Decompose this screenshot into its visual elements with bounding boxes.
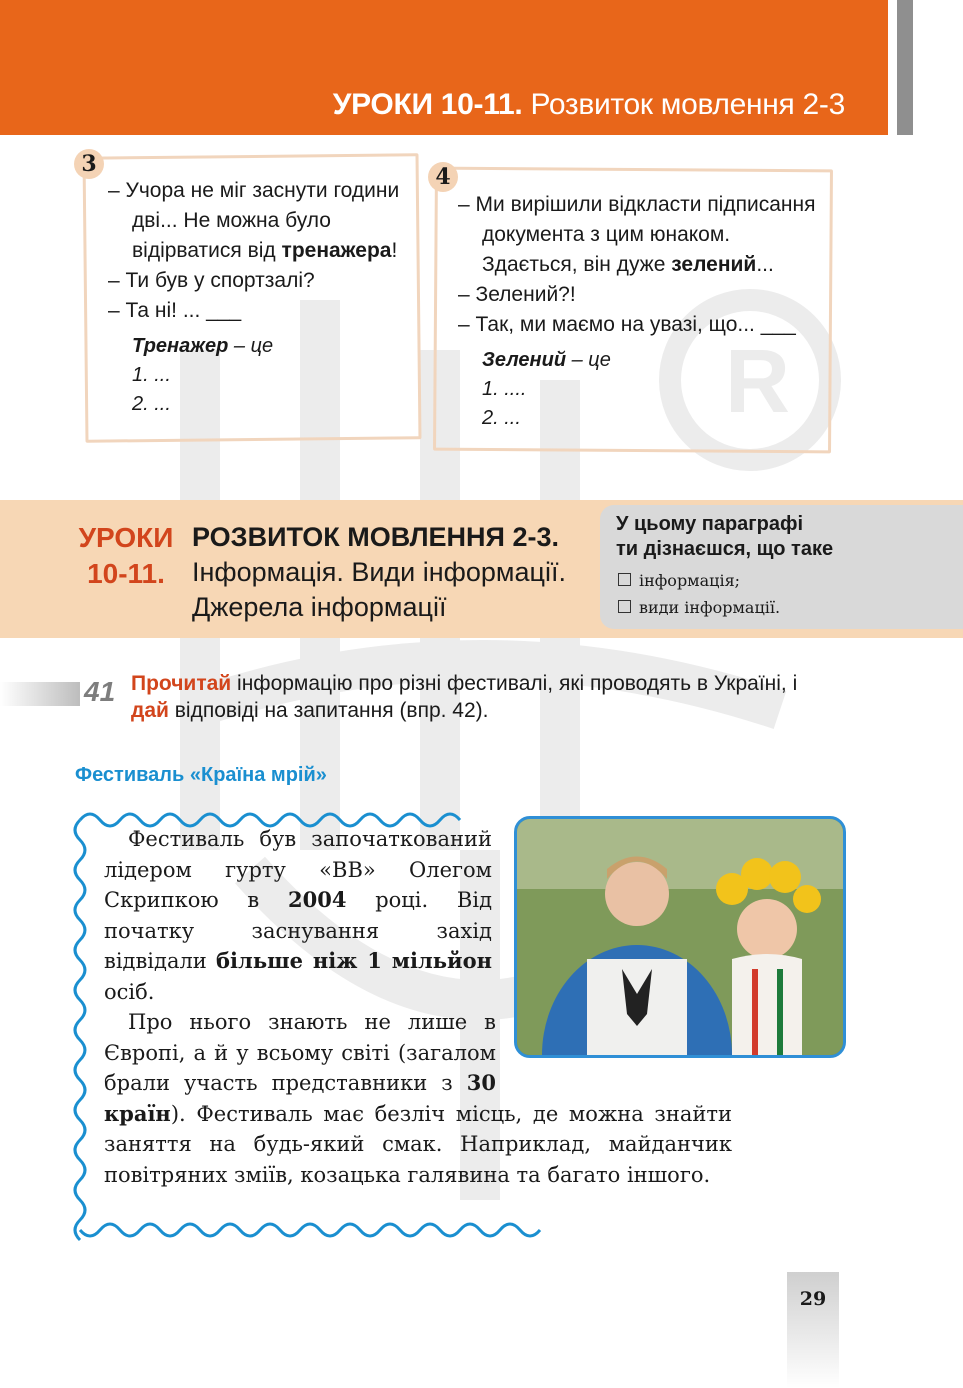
dialog-line: – Так, ми маємо на увазі, що... ___ <box>458 313 796 336</box>
header-title: УРОКИ 10-11. Розвиток мовлення 2-3 <box>332 88 845 121</box>
page-number: 29 <box>799 1288 827 1310</box>
list-item: види інформації. <box>618 594 780 621</box>
dialog-line: – Та ні! ... ___ <box>108 299 242 322</box>
learn-objectives-heading: У цьому параграфі ти дізнаєшся, що таке <box>616 513 834 560</box>
exercise-number-badge: 3 <box>74 149 104 179</box>
checkbox-square-icon <box>618 600 631 613</box>
lesson-label: УРОКИ 10-11. <box>78 522 174 589</box>
dialog-line: – Ми вирішили відкласти підписання документа з цим юнаком. Здається, він дуже зелений... <box>458 193 816 276</box>
svg-text:R: R <box>725 332 790 432</box>
exercise-3-dialog <box>108 176 408 419</box>
task-instruction: Прочитай інформацію про різні фестивалі, які проводять в Україні, і дай відповіді на запитання (впр. 42). <box>131 672 798 722</box>
definition-block: Тренажер – це 1. ... 2. ... <box>132 335 274 415</box>
task-number: 41 <box>84 676 116 707</box>
festival-title: Фестиваль «Країна мрій» <box>75 764 327 786</box>
exercise-4-dialog <box>458 190 818 433</box>
learn-objectives-list <box>618 567 780 621</box>
list-item: інформація; <box>618 567 780 594</box>
dialog-line: – Ти був у спортзалі? <box>108 269 315 292</box>
header-edge-strip <box>897 0 913 135</box>
festival-text <box>104 824 732 1190</box>
definition-block: Зелений – це 1. .... 2. ... <box>482 349 611 429</box>
lesson-title: РОЗВИТОК МОВЛЕННЯ 2-3. Інформація. Види інформації. Джерела інформації <box>192 522 566 622</box>
dialog-line: – Учора не міг заснути години дві... Не можна було відірватися від тренажера! <box>108 179 400 262</box>
task-marker-bar <box>0 682 80 706</box>
dialog-line: – Зелений?! <box>458 283 576 306</box>
paragraph: Фестиваль був започаткований лідером гурту «ВВ» Олегом Скрипкою в 2004 році. Від початку заснування захід відвідали більше ніж 1 мільйон осіб. <box>104 827 492 1004</box>
paragraph: Про нього знають не лише в Європі, а й у всьому світі (загалом брали участь представники з 30 країн). Фестиваль має безліч місць, де можна знайти заняття на будь-який смак. Наприклад, майданчик повітряних зміїв, козацька галявина та багато іншого. <box>104 1010 732 1187</box>
checkbox-square-icon <box>618 573 631 586</box>
exercise-number-badge: 4 <box>428 162 458 192</box>
